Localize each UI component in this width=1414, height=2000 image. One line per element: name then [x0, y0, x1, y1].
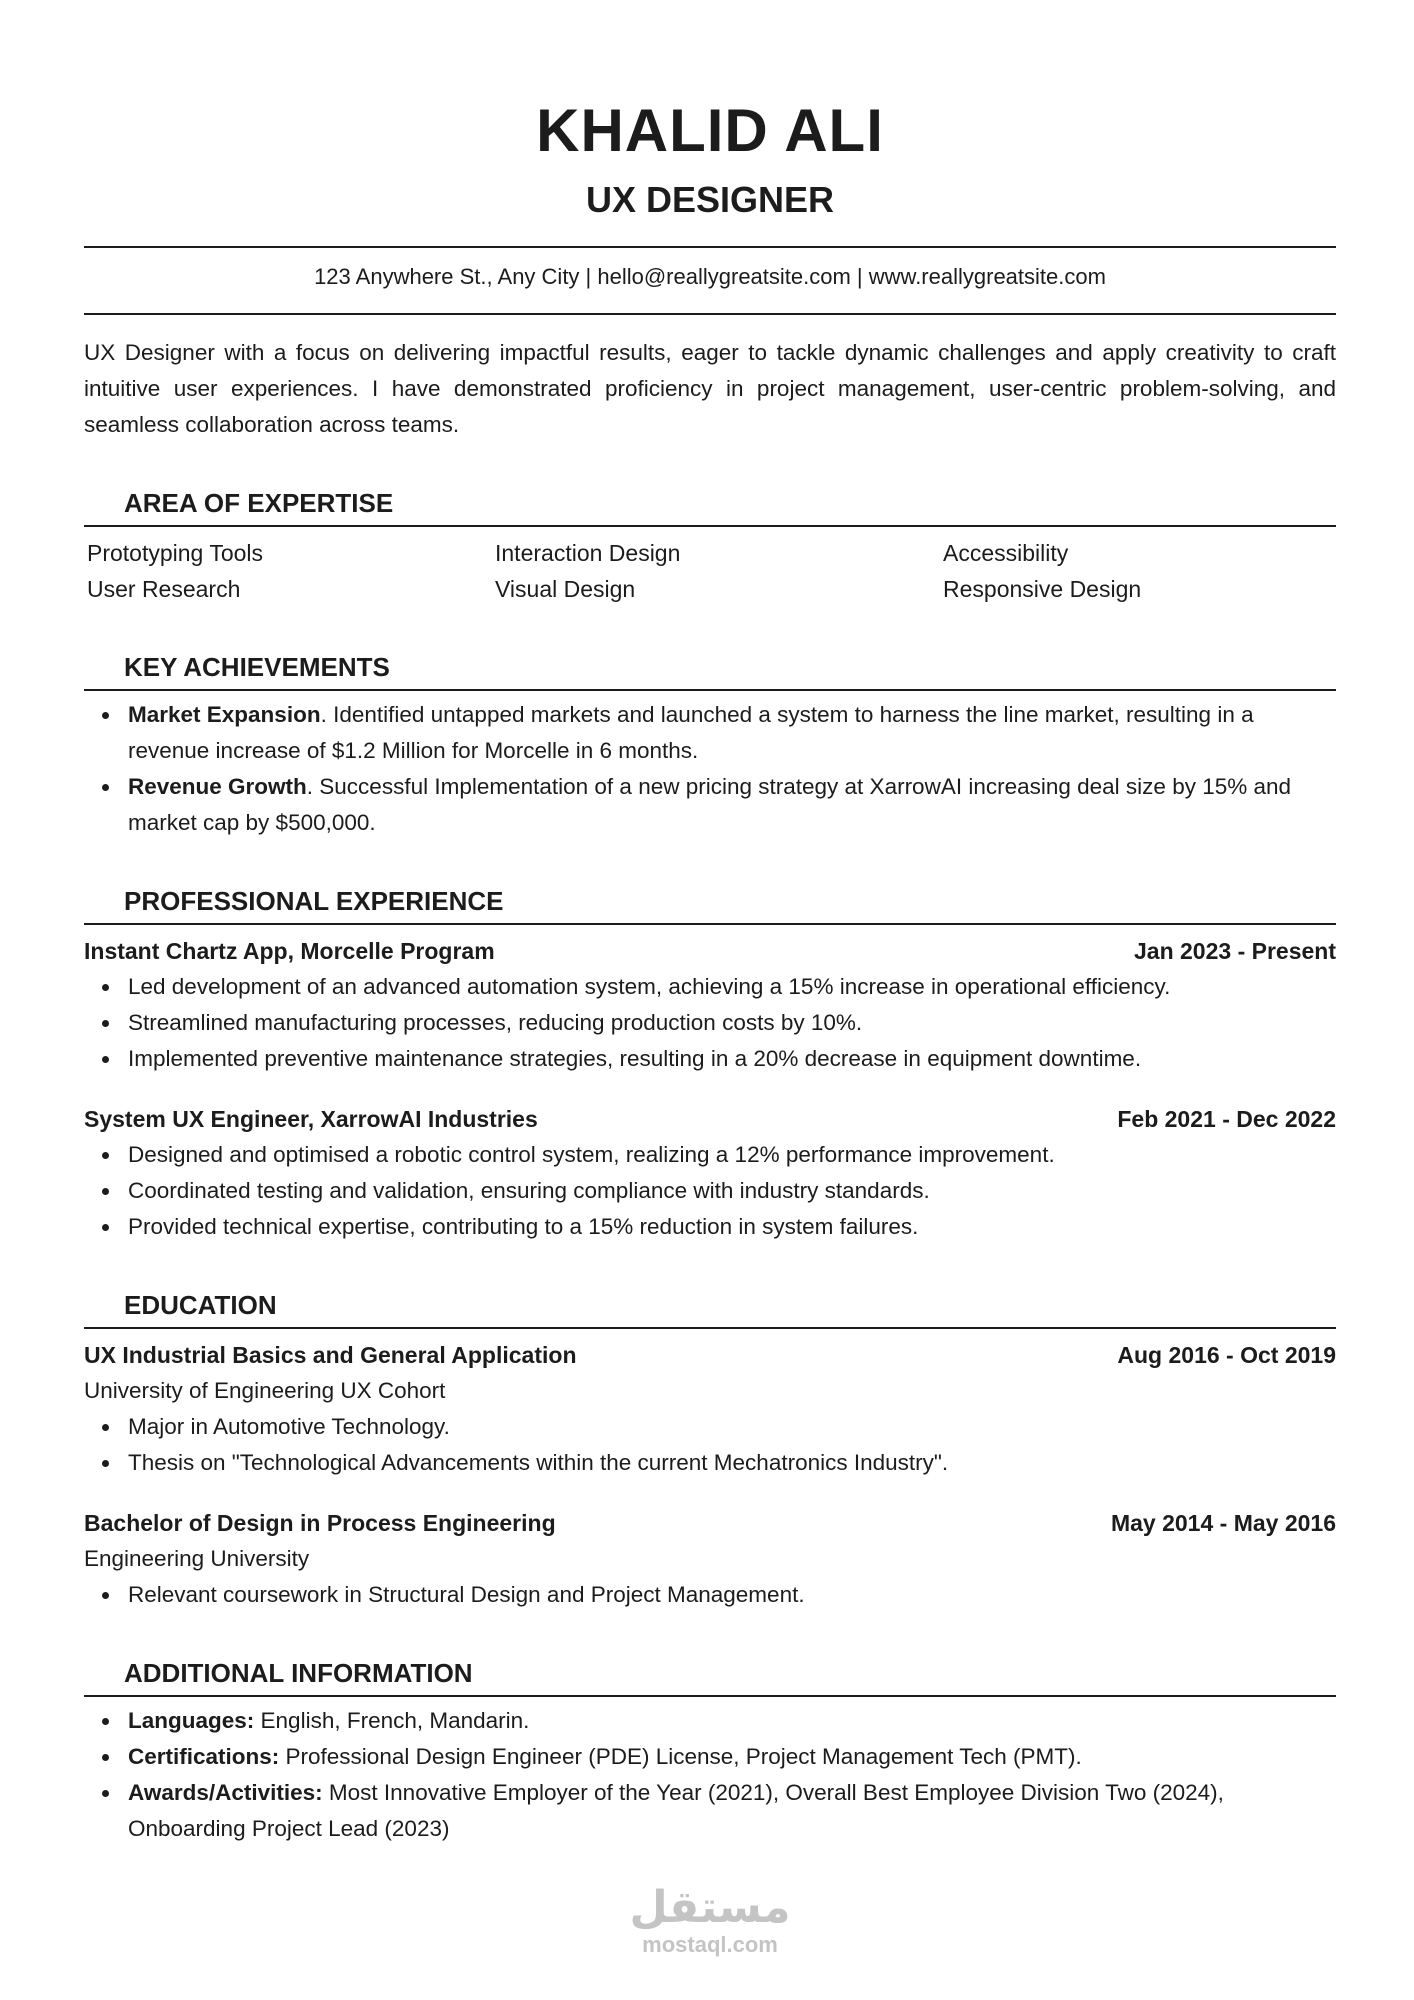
info-text: Most Innovative Employer of the Year (2021), Overall Best Employee Division Two (2024), Onboarding Project Lead (2023) [128, 1780, 1224, 1841]
expertise-item: Responsive Design [943, 576, 1142, 602]
info-label: Certifications: [128, 1744, 280, 1769]
job-entry [84, 1101, 1336, 1245]
section-title: KEY ACHIEVEMENTS [124, 652, 390, 682]
job-title: System UX Engineer, XarrowAI Industries [84, 1106, 538, 1132]
list-item [128, 769, 1336, 841]
list-item: Coordinated testing and validation, ensuring compliance with industry standards. [128, 1173, 1336, 1209]
achievement-text: . Identified untapped markets and launched a system to harness the line market, resulting in a revenue increase of $1.2 Million for Morcelle in 6 months. [128, 702, 1254, 763]
education-section [84, 1289, 1336, 1613]
education-bullets [84, 1409, 1336, 1481]
candidate-name: KHALID ALI [536, 97, 884, 164]
section-title: PROFESSIONAL EXPERIENCE [124, 886, 504, 916]
expertise-grid [84, 527, 1336, 607]
divider [84, 923, 1336, 925]
achievement-text: . Successful Implementation of a new pricing strategy at XarrowAI increasing deal size by 15% and market cap by $500,000. [128, 774, 1292, 835]
job-dates: Feb 2021 - Dec 2022 [1117, 1106, 1336, 1132]
info-text: Professional Design Engineer (PDE) License, Project Management Tech (PMT). [279, 1744, 1082, 1769]
additional-list [84, 1703, 1336, 1847]
resume-page [84, 0, 1336, 1847]
expertise-item: Accessibility [943, 540, 1069, 566]
section-title: ADDITIONAL INFORMATION [124, 1658, 473, 1688]
achievements-list [84, 697, 1336, 841]
list-item: Designed and optimised a robotic control system, realizing a 12% performance improvement. [128, 1137, 1336, 1173]
list-item: Provided technical expertise, contributing to a 15% reduction in system failures. [128, 1209, 1336, 1245]
list-item: Implemented preventive maintenance strategies, resulting in a 20% decrease in equipment downtime. [128, 1041, 1206, 1077]
divider [84, 1695, 1336, 1697]
additional-section [84, 1657, 1336, 1847]
divider [84, 689, 1336, 691]
education-dates: Aug 2016 - Oct 2019 [1117, 1342, 1336, 1368]
list-item: Streamlined manufacturing processes, reducing production costs by 10%. [128, 1005, 1206, 1041]
achievements-section [84, 651, 1336, 841]
job-bullets [84, 969, 1336, 1077]
contact-line: 123 Anywhere St., Any City | hello@reallygreatsite.com | www.reallygreatsite.com [314, 264, 1106, 289]
degree-title: Bachelor of Design in Process Engineering [84, 1510, 556, 1536]
achievement-label: Market Expansion [128, 702, 321, 727]
list-item: Major in Automotive Technology. [128, 1409, 1336, 1445]
job-bullets [84, 1137, 1336, 1245]
watermark-logo [620, 1884, 800, 1958]
job-dates: Jan 2023 - Present [1133, 938, 1336, 964]
expertise-item: Prototyping Tools [87, 540, 264, 566]
expertise-item: Visual Design [495, 576, 636, 602]
list-item: Thesis on "Technological Advancements within the current Mechatronics Industry". [128, 1445, 1336, 1481]
expertise-item: Interaction Design [495, 540, 681, 566]
watermark-arabic: مستقل [629, 1882, 791, 1933]
expertise-item: User Research [87, 576, 241, 602]
list-item: Led development of an advanced automation system, achieving a 15% increase in operational efficiency. [128, 969, 1206, 1005]
profile-summary: UX Designer with a focus on delivering impactful results, eager to tackle dynamic challenges and apply creativity to craft intuitive user experiences. I have demonstrated proficiency in project management, user-centric problem-solving, and seamless collaboration across teams. [84, 340, 1336, 437]
info-label: Languages: [128, 1708, 255, 1733]
list-item: Relevant coursework in Structural Design and Project Management. [128, 1577, 1336, 1613]
list-item [128, 1739, 1226, 1775]
section-title: AREA OF EXPERTISE [124, 488, 394, 518]
list-item [128, 1775, 1226, 1847]
job-entry [84, 933, 1336, 1077]
divider [84, 313, 1336, 315]
education-bullets [84, 1577, 1336, 1613]
job-title: Instant Chartz App, Morcelle Program [84, 938, 495, 964]
degree-title: UX Industrial Basics and General Application [84, 1342, 577, 1368]
section-title: EDUCATION [124, 1290, 277, 1320]
education-entry [84, 1337, 1336, 1481]
list-item [128, 1703, 1226, 1739]
watermark-url: mostaql.com [642, 1932, 778, 1957]
divider [84, 1327, 1336, 1329]
info-label: Awards/Activities: [128, 1780, 323, 1805]
job-role: UX DESIGNER [585, 179, 835, 220]
achievement-label: Revenue Growth [128, 774, 307, 799]
school-name: Engineering University [84, 1546, 310, 1571]
list-item [128, 697, 1336, 769]
experience-section [84, 885, 1336, 1245]
education-dates: May 2014 - May 2016 [1110, 1510, 1336, 1536]
school-name: University of Engineering UX Cohort [84, 1378, 446, 1403]
info-text: English, French, Mandarin. [254, 1708, 530, 1733]
education-entry [84, 1505, 1336, 1613]
expertise-section [84, 487, 1336, 607]
